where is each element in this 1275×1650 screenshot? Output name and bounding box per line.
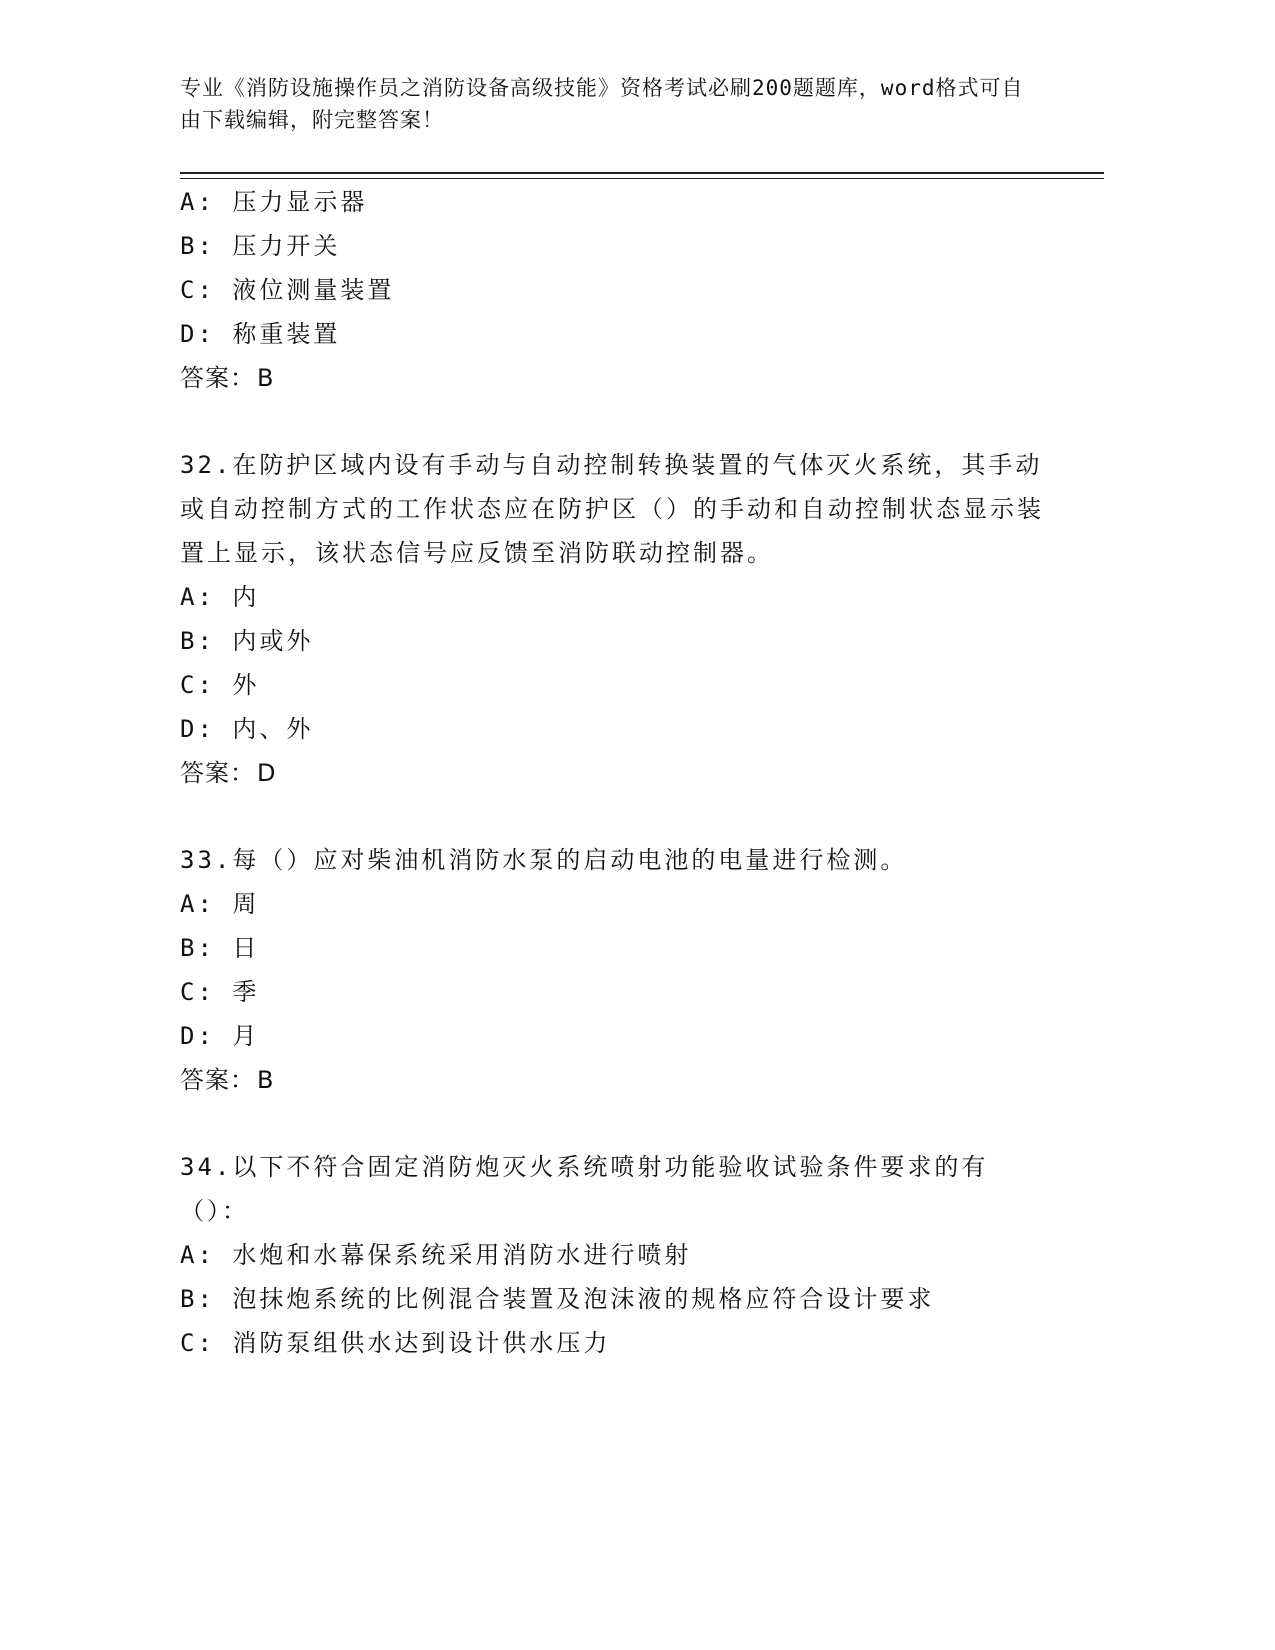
- question-content: [180, 180, 1050, 1365]
- question-spacer: [180, 400, 1050, 443]
- header-divider-thick: [180, 172, 1104, 174]
- prev-question-options: [180, 180, 1050, 400]
- question-text: 32.在防护区域内设有手动与自动控制转换装置的气体灭火系统，其手动或自动控制方式的工作状态应在防护区（）的手动和自动控制状态显示装置上显示，该状态信号应反馈至消防联动控制器。: [180, 451, 1044, 567]
- option-c: C: 外: [180, 671, 260, 699]
- option-a: A: 内: [180, 583, 260, 611]
- option-a: A: 压力显示器: [180, 188, 368, 216]
- header-divider-thin: [180, 178, 1104, 179]
- question-33: [180, 838, 1050, 1102]
- answer-line: 答案：B: [180, 364, 275, 392]
- option-d: D: 内、外: [180, 715, 314, 743]
- document-header: 专业《消防设施操作员之消防设备高级技能》资格考试必刷200题题库，word格式可自由下载编辑，附完整答案！: [180, 76, 1024, 132]
- question-34: [180, 1145, 1050, 1365]
- question-spacer: [180, 795, 1050, 838]
- option-d: D: 称重装置: [180, 320, 341, 348]
- question-32: [180, 443, 1050, 795]
- option-c: C: 季: [180, 978, 260, 1006]
- question-text: 33.每（）应对柴油机消防水泵的启动电池的电量进行检测。: [180, 846, 908, 874]
- answer-line: 答案：B: [180, 1066, 275, 1094]
- option-a: A: 水炮和水幕保系统采用消防水进行喷射: [180, 1241, 692, 1269]
- question-spacer: [180, 1102, 1050, 1145]
- option-b: B: 内或外: [180, 627, 314, 655]
- option-b: B: 泡抹炮系统的比例混合装置及泡沫液的规格应符合设计要求: [180, 1285, 935, 1313]
- answer-line: 答案：D: [180, 759, 277, 787]
- option-b: B: 日: [180, 934, 260, 962]
- option-c: C: 消防泵组供水达到设计供水压力: [180, 1329, 611, 1357]
- option-b: B: 压力开关: [180, 232, 341, 260]
- option-a: A: 周: [180, 890, 260, 918]
- question-text: 34.以下不符合固定消防炮灭火系统喷射功能验收试验条件要求的有（）：: [180, 1153, 989, 1225]
- option-d: D: 月: [180, 1022, 260, 1050]
- option-c: C: 液位测量装置: [180, 276, 395, 304]
